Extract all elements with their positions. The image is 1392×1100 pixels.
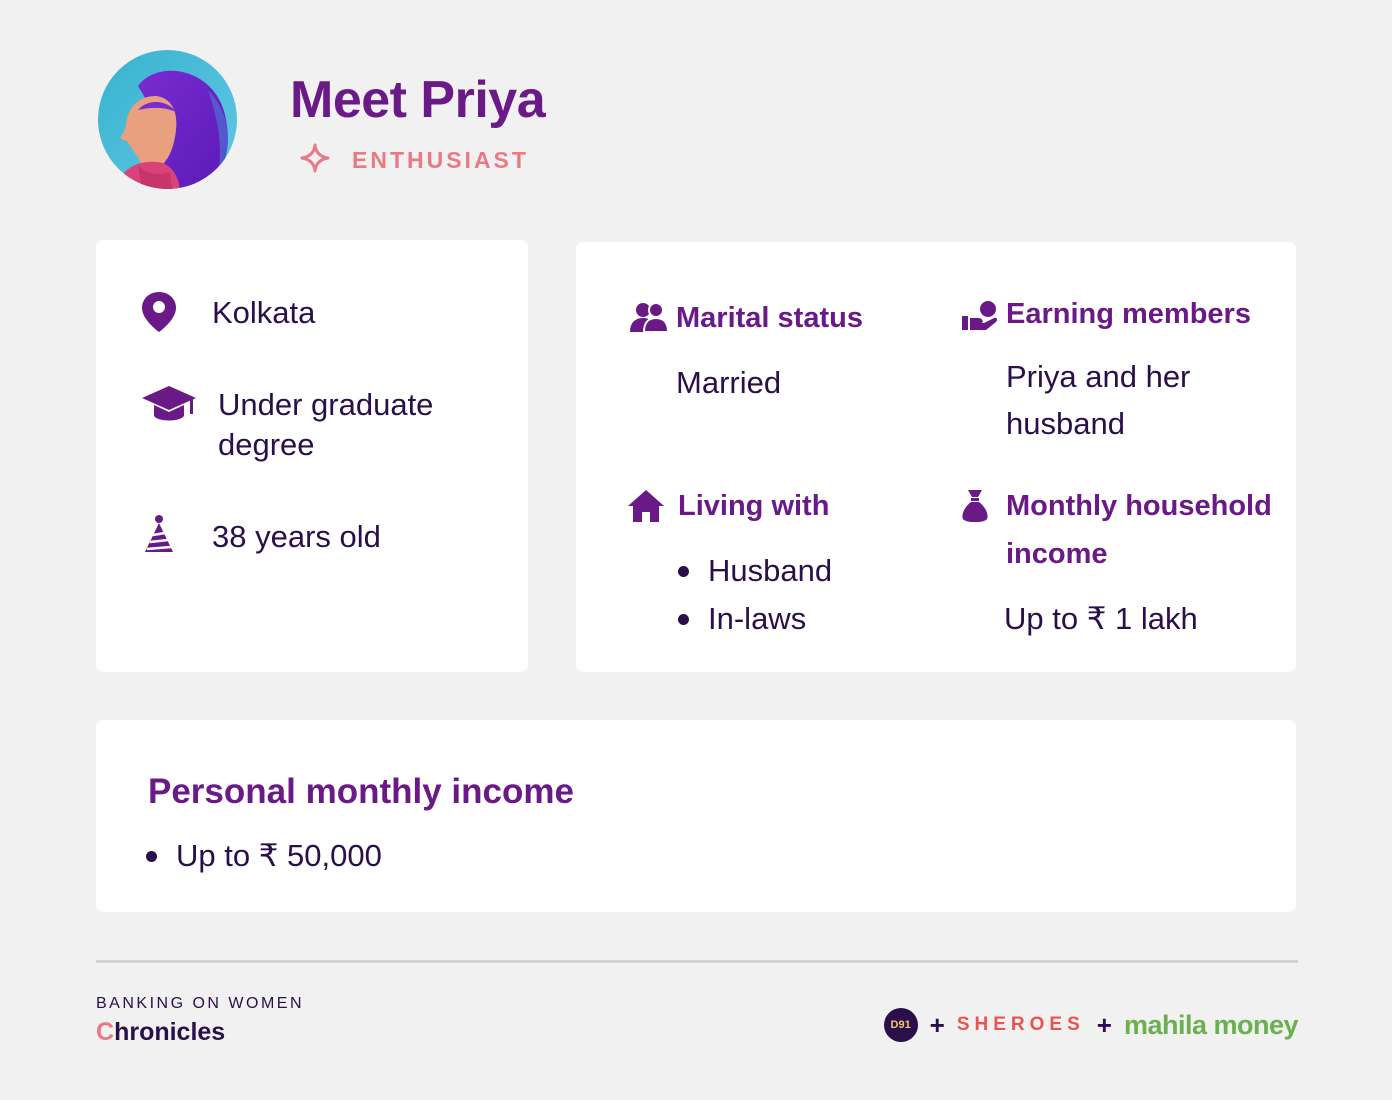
map-pin-icon: [142, 292, 176, 337]
brand-name: [96, 1018, 225, 1047]
brand-name-initial: C: [96, 1018, 115, 1046]
brand-tagline: BANKING ON WOMEN: [96, 995, 305, 1012]
living-with-label: Living with: [678, 490, 830, 522]
partner-logos: [884, 1008, 1298, 1042]
education-line-2: degree: [218, 427, 315, 462]
education-line-1: Under graduate: [218, 387, 434, 422]
plus-separator: +: [929, 1009, 945, 1040]
sheroes-logo: SHEROES: [956, 1014, 1085, 1035]
avatar: [98, 50, 237, 189]
living-with-list: [678, 547, 832, 643]
footer-divider: [96, 960, 1298, 963]
graduation-cap-icon: [142, 386, 196, 431]
marital-status-label: Marital status: [676, 302, 863, 334]
profile-card: [96, 240, 528, 672]
personal-income-title: Personal monthly income: [148, 772, 574, 811]
brand-name-rest: hronicles: [114, 1018, 226, 1046]
users-icon: [630, 302, 668, 337]
party-hat-icon: [144, 514, 174, 559]
personal-income-card: [96, 720, 1296, 912]
monthly-household-income-label-line-2: income: [1006, 538, 1108, 570]
list-item: In-laws: [678, 595, 832, 643]
plus-separator: +: [1096, 1009, 1112, 1040]
age-text: 38 years old: [212, 519, 381, 554]
monthly-household-income-label-line-1: Monthly household: [1006, 490, 1272, 522]
list-item: Husband: [678, 547, 832, 595]
personal-income-list: [146, 832, 382, 880]
list-item: Up to ₹ 50,000: [146, 832, 382, 880]
money-bag-icon: [962, 490, 988, 527]
hand-coin-icon: [962, 300, 998, 337]
earning-members-value-line-1: Priya and her: [1006, 359, 1191, 394]
sparkle-icon: [300, 143, 330, 178]
marital-status-value: Married: [676, 365, 782, 400]
details-card: [576, 242, 1296, 672]
home-icon: [628, 490, 664, 527]
persona-badge: [300, 143, 529, 178]
persona-label: ENTHUSIAST: [352, 147, 529, 173]
page-title: Meet Priya: [290, 71, 546, 129]
earning-members-value-line-2: husband: [1006, 406, 1125, 441]
d91-logo: D91: [884, 1008, 918, 1042]
monthly-household-income-value: Up to ₹ 1 lakh: [1004, 601, 1198, 636]
location-text: Kolkata: [212, 295, 316, 330]
mahila-money-logo: mahila money: [1123, 1009, 1298, 1040]
earning-members-label: Earning members: [1006, 298, 1251, 330]
